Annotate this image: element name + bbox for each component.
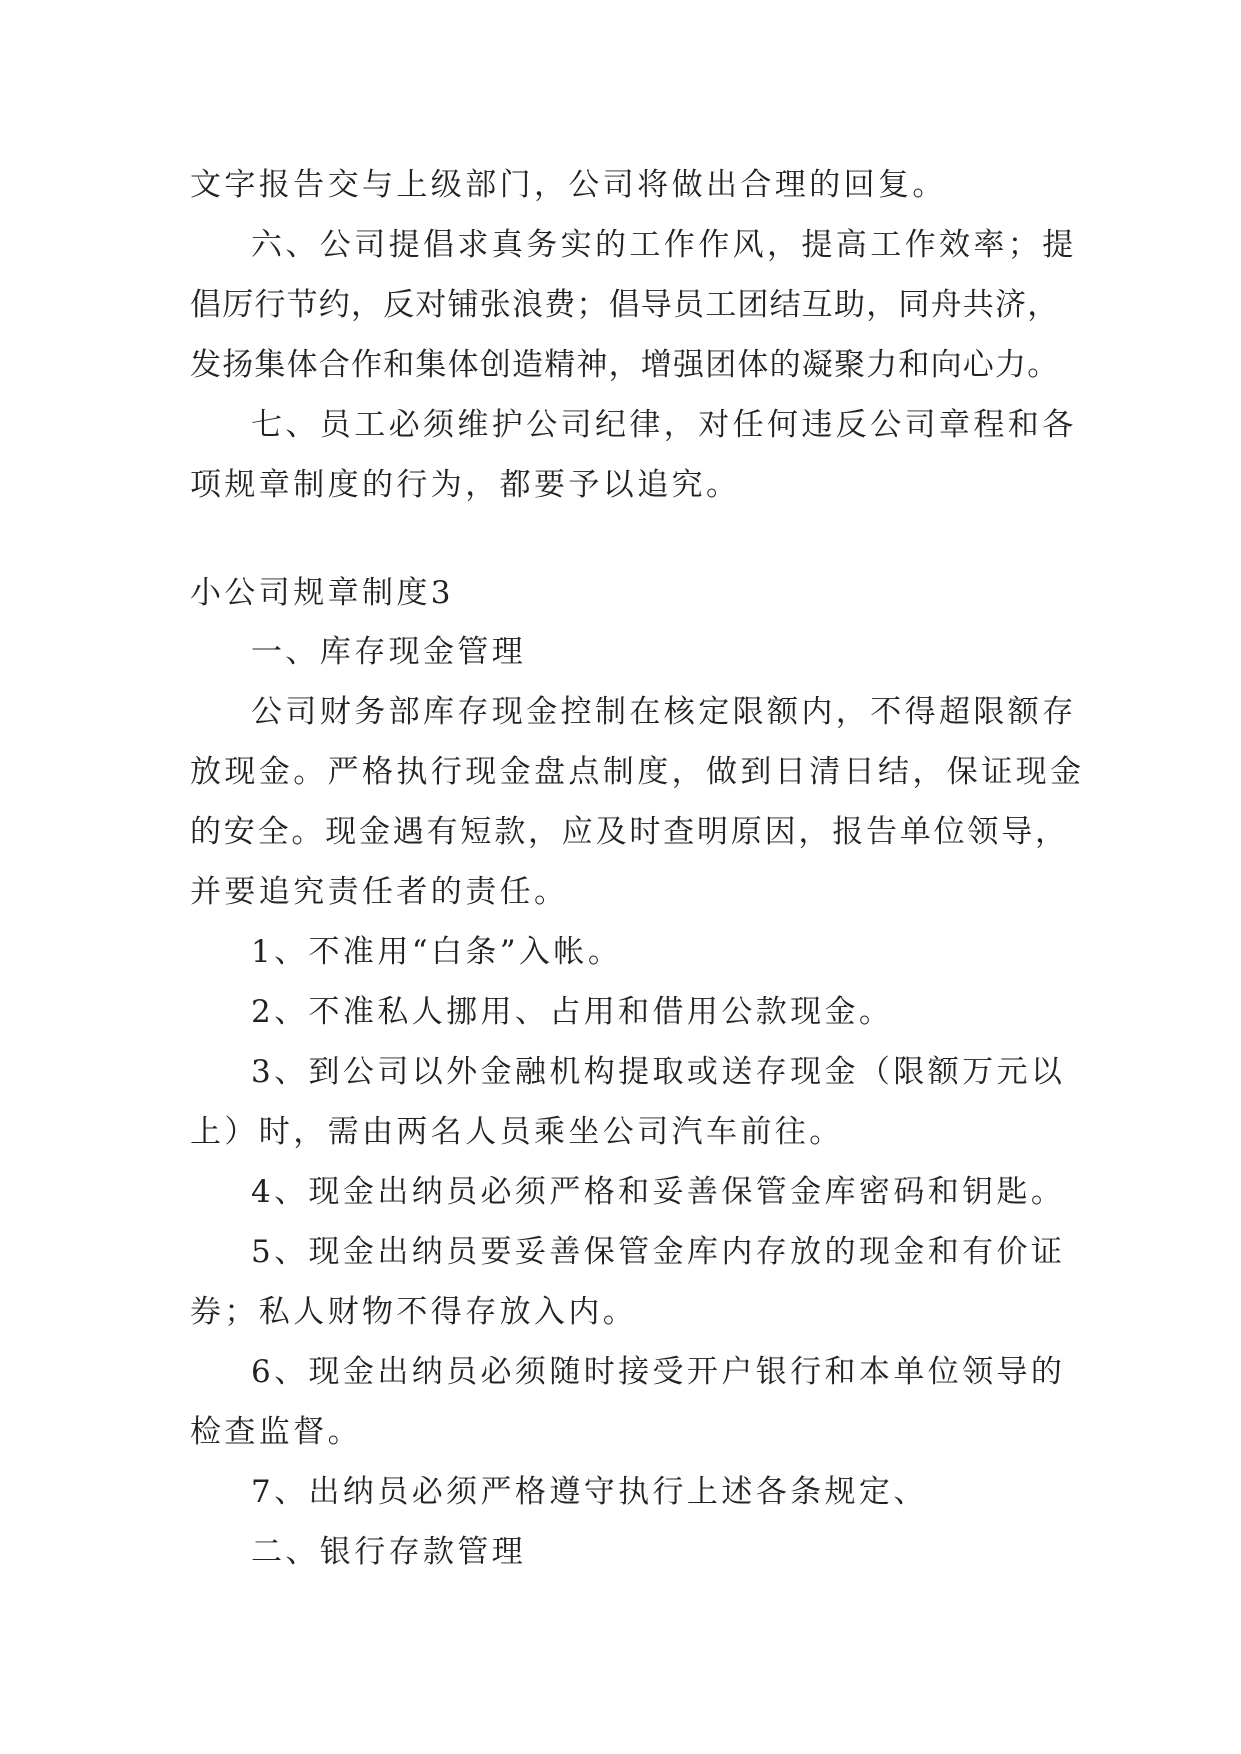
text-line: 券；私人财物不得存放入内。 bbox=[190, 1294, 638, 1330]
text-line: 并要追究责任者的责任。 bbox=[190, 874, 569, 910]
text-line: 倡厉行节约，反对铺张浪费；倡导员工团结互助，同舟共济， bbox=[190, 287, 1060, 323]
text-line: 发扬集体合作和集体创造精神，增强团体的凝聚力和向心力。 bbox=[190, 347, 1060, 383]
list-item: 2、不准私人挪用、占用和借用公款现金。 bbox=[251, 994, 894, 1030]
text-line: 上）时，需由两名人员乘坐公司汽车前往。 bbox=[190, 1114, 844, 1150]
list-item: 7、出纳员必须严格遵守执行上述各条规定、 bbox=[251, 1474, 928, 1510]
list-item: 4、现金出纳员必须严格和妥善保管金库密码和钥匙。 bbox=[251, 1174, 1066, 1210]
text-line: 放现金。严格执行现金盘点制度，做到日清日结，保证现金 bbox=[190, 754, 1085, 790]
text-line: 文字报告交与上级部门，公司将做出合理的回复。 bbox=[190, 167, 947, 203]
list-item: 6、现金出纳员必须随时接受开户银行和本单位领导的 bbox=[251, 1354, 1066, 1390]
list-item: 1、不准用“白条”入帐。 bbox=[251, 934, 623, 970]
list-item: 3、到公司以外金融机构提取或送存现金（限额万元以 bbox=[251, 1054, 1066, 1090]
text-line: 公司财务部库存现金控制在核定限额内，不得超限额存 bbox=[251, 694, 1077, 730]
subsection-heading: 二、银行存款管理 bbox=[251, 1534, 527, 1570]
text-line: 项规章制度的行为，都要予以追究。 bbox=[190, 467, 741, 503]
text-line: 的安全。现金遇有短款，应及时查明原因，报告单位领导， bbox=[190, 814, 1069, 850]
section-heading: 小公司规章制度3 bbox=[190, 575, 454, 611]
text-line: 七、员工必须维护公司纪律，对任何违反公司章程和各 bbox=[251, 407, 1077, 443]
text-line: 检查监督。 bbox=[190, 1414, 362, 1450]
list-item: 5、现金出纳员要妥善保管金库内存放的现金和有价证 bbox=[251, 1234, 1066, 1270]
text-line: 六、公司提倡求真务实的工作作风，提高工作效率；提 bbox=[251, 227, 1077, 263]
subsection-heading: 一、库存现金管理 bbox=[251, 634, 527, 670]
